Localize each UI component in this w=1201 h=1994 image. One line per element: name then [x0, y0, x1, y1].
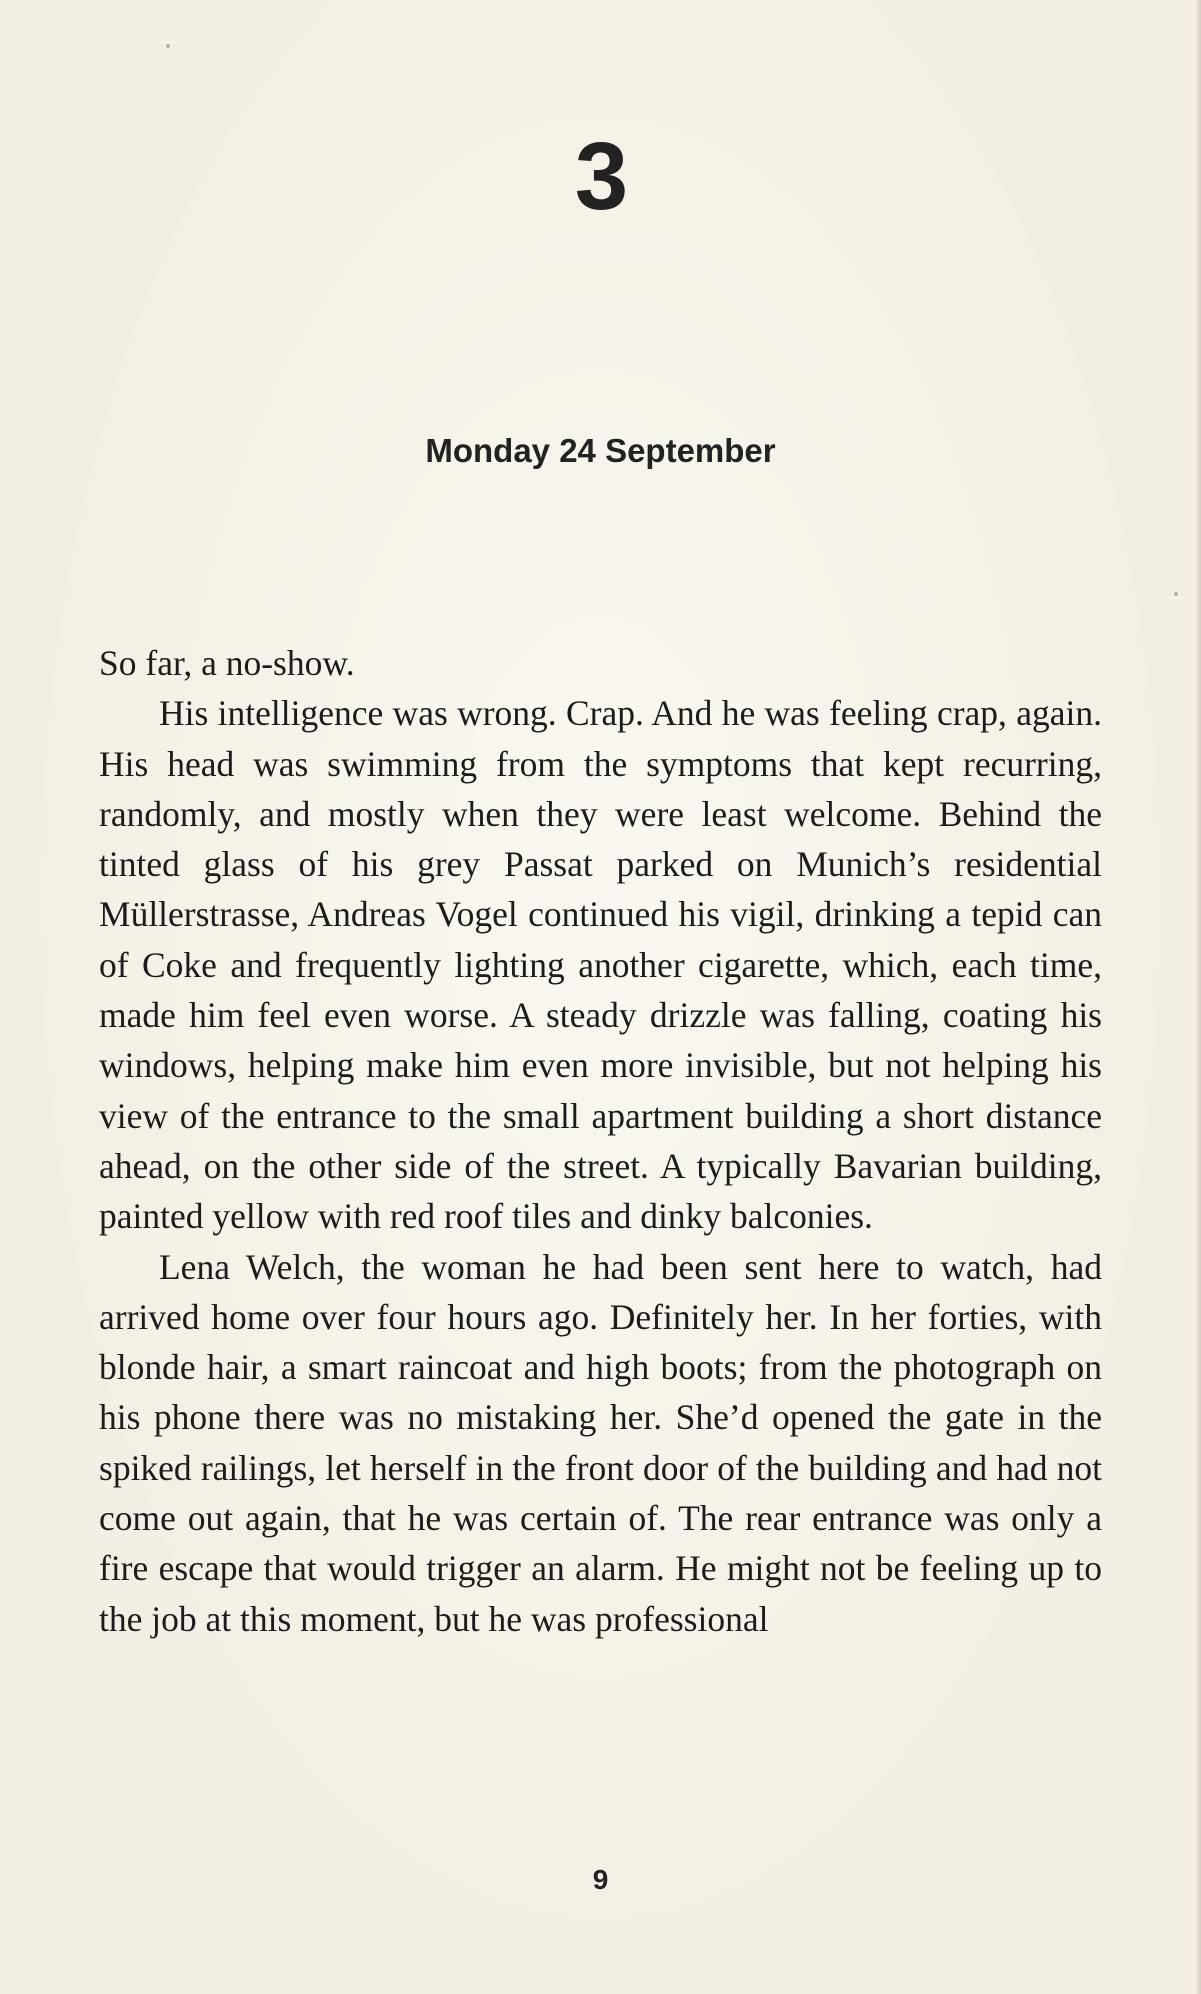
chapter-date: Monday 24 September	[425, 432, 776, 469]
chapter-number: 3	[574, 123, 627, 230]
speck	[1174, 592, 1178, 596]
page-edge-shadow	[1195, 0, 1201, 1994]
paragraph: So far, a no-show.	[99, 643, 355, 683]
paragraph: His intelligence was wrong. Crap. And he was feeling crap, again. His head was swimming from the symptoms that kept recurring, randomly, and mostly when they were least welcome. Behind the tinted glass of his grey Passat parked on Munich’s residential Müllerstrasse, Andreas Vogel continued his vigil, drinking a tepid can of Coke and frequently lighting another cigarette, which, each time, made him feel even worse. A steady drizzle was falling, coating his windows, helping make him even more invisible, but not helping his view of the entrance to the small apartment building a short distance ahead, on the other side of the street. A typically Bavarian building, painted yellow with red roof tiles and dinky balconies.	[99, 693, 1102, 1237]
body-text	[99, 638, 1102, 1644]
page-number: 9	[592, 1864, 609, 1895]
paragraph: Lena Welch, the woman he had been sent here to watch, had arrived home over four hours ago. Definitely her. In her forties, with blonde hair, a smart raincoat and high boots; from the photograph on his phone there was no mistaking her. She’d opened the gate in the spiked railings, let herself in the front door of the building and had not come out again, that he was certain of. The rear entrance was only a fire escape that would trigger an alarm. He might not be feeling up to the job at this moment, but he was professional	[99, 1246, 1102, 1639]
speck	[166, 44, 170, 48]
